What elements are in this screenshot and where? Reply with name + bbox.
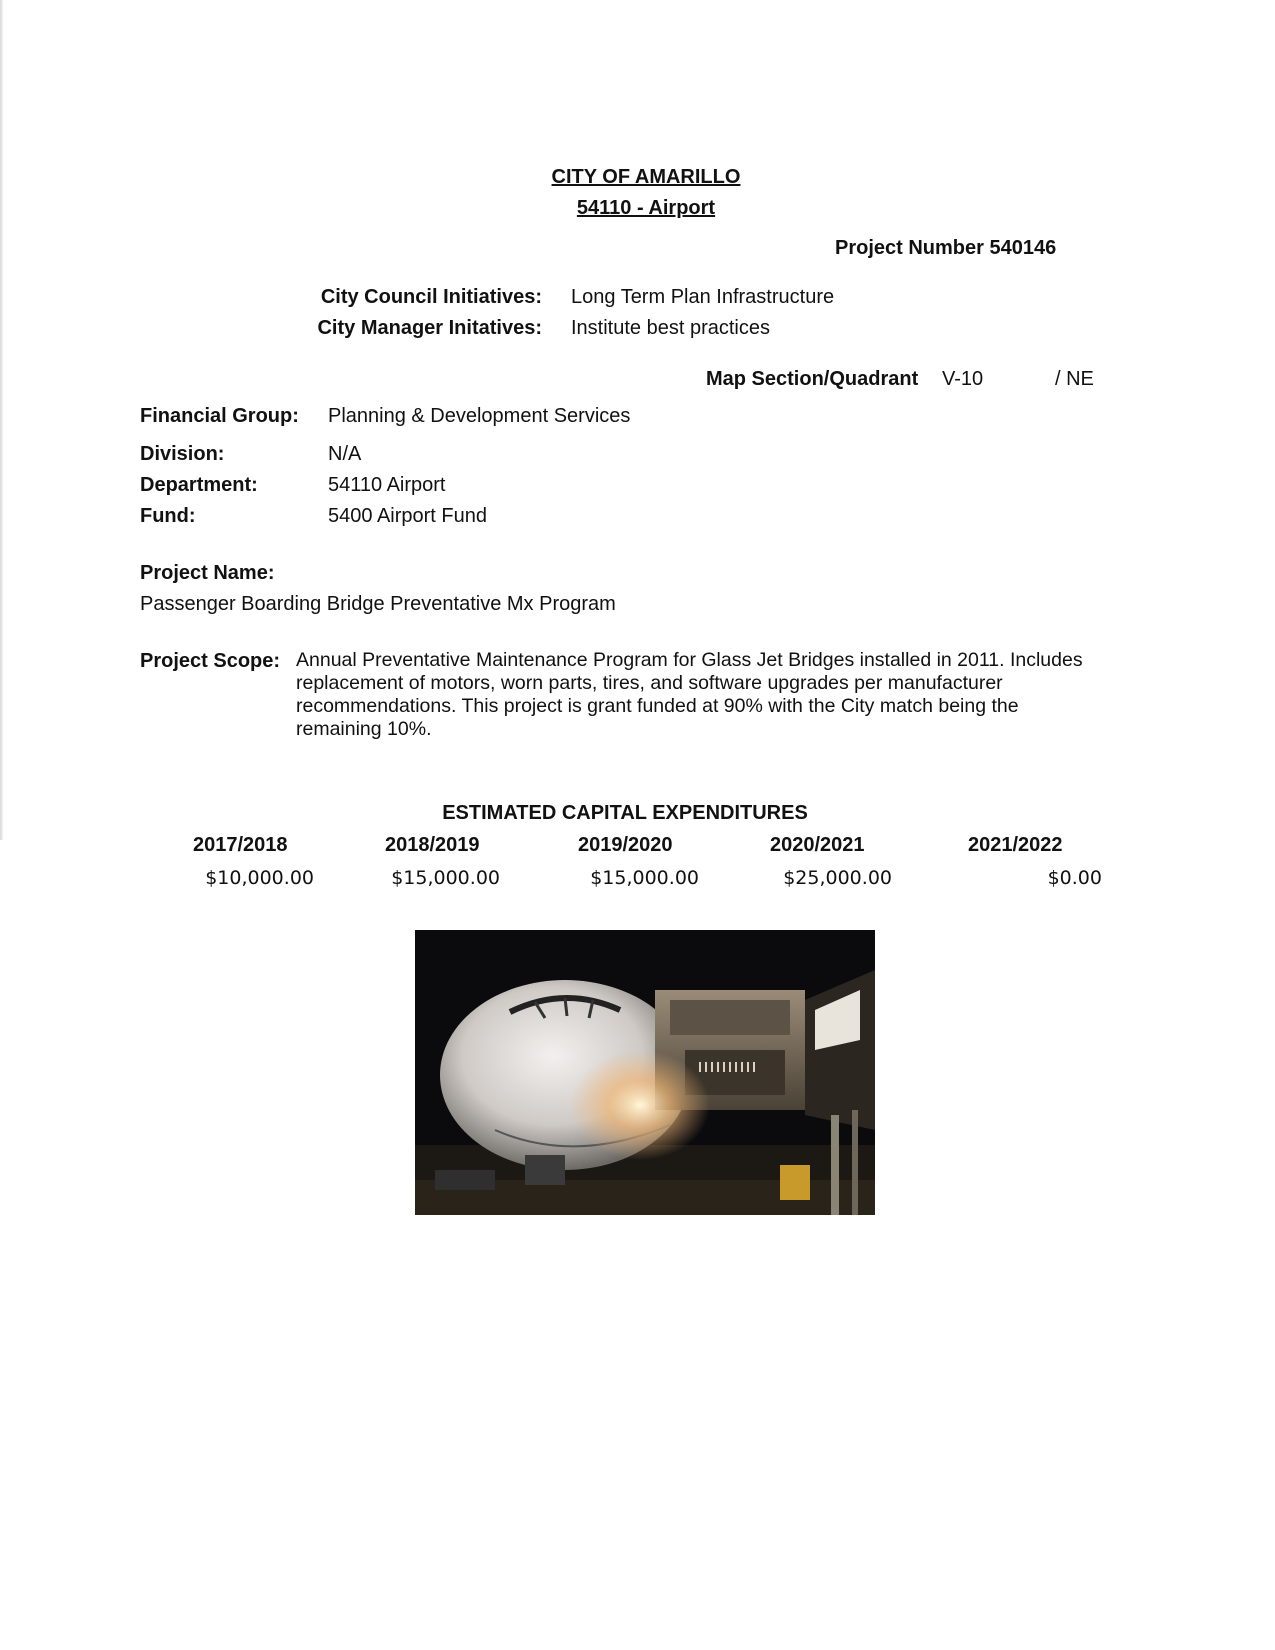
council-initiatives-label: City Council Initiatives: (320, 286, 542, 308)
financial-group-label: Financial Group: (140, 405, 299, 427)
department-title: 54110 - Airport (576, 197, 716, 219)
year-2017-2018: 2017/2018 (193, 834, 288, 856)
project-name-value: Passenger Boarding Bridge Preventative Mx Program (140, 593, 616, 615)
map-quadrant-value: / NE (1055, 368, 1094, 390)
amount-2019-2020: $15,000.00 (590, 867, 699, 889)
project-scope-line: remaining 10%. (296, 718, 432, 740)
year-2020-2021: 2020/2021 (770, 834, 865, 856)
fund-label: Fund: (140, 505, 196, 527)
project-number-value: 540146 (989, 237, 1057, 259)
expenditures-title: ESTIMATED CAPITAL EXPENDITURES (442, 802, 808, 824)
project-scope-line: recommendations. This project is grant funded at 90% with the City match being the (296, 695, 1019, 717)
map-section-value: V-10 (942, 368, 984, 390)
year-2018-2019: 2018/2019 (385, 834, 480, 856)
council-initiatives-value: Long Term Plan Infrastructure (571, 286, 835, 308)
year-2021-2022: 2021/2022 (968, 834, 1063, 856)
fund-value: 5400 Airport Fund (328, 505, 487, 527)
financial-group-value: Planning & Development Services (328, 405, 631, 427)
amount-2020-2021: $25,000.00 (783, 867, 892, 889)
department-value: 54110 Airport (328, 474, 446, 496)
manager-initiatives-value: Institute best practices (571, 317, 770, 339)
map-section-label: Map Section/Quadrant (706, 368, 919, 390)
project-scope-text (296, 649, 1141, 741)
project-scope-line: Annual Preventative Maintenance Program for Glass Jet Bridges installed in 2011. Includes (296, 649, 1083, 671)
city-title: CITY OF AMARILLO (551, 166, 741, 188)
project-scope-line: replacement of motors, worn parts, tires, and software upgrades per manufacturer (296, 672, 1003, 694)
division-label: Division: (140, 443, 225, 465)
project-number-label: Project Number (835, 237, 984, 259)
scan-edge (0, 0, 3, 840)
department-label: Department: (140, 474, 258, 496)
manager-initiatives-label: City Manager Initatives: (317, 317, 542, 339)
division-value: N/A (328, 443, 362, 465)
project-number (835, 236, 1056, 260)
amount-2021-2022: $0.00 (1047, 867, 1102, 889)
amount-2017-2018: $10,000.00 (205, 867, 314, 889)
amount-2018-2019: $15,000.00 (391, 867, 500, 889)
year-2019-2020: 2019/2020 (578, 834, 673, 856)
airplane-jet-bridge-photo (415, 930, 875, 1215)
project-name-label: Project Name: (140, 562, 275, 584)
project-scope-label: Project Scope: (140, 650, 281, 672)
